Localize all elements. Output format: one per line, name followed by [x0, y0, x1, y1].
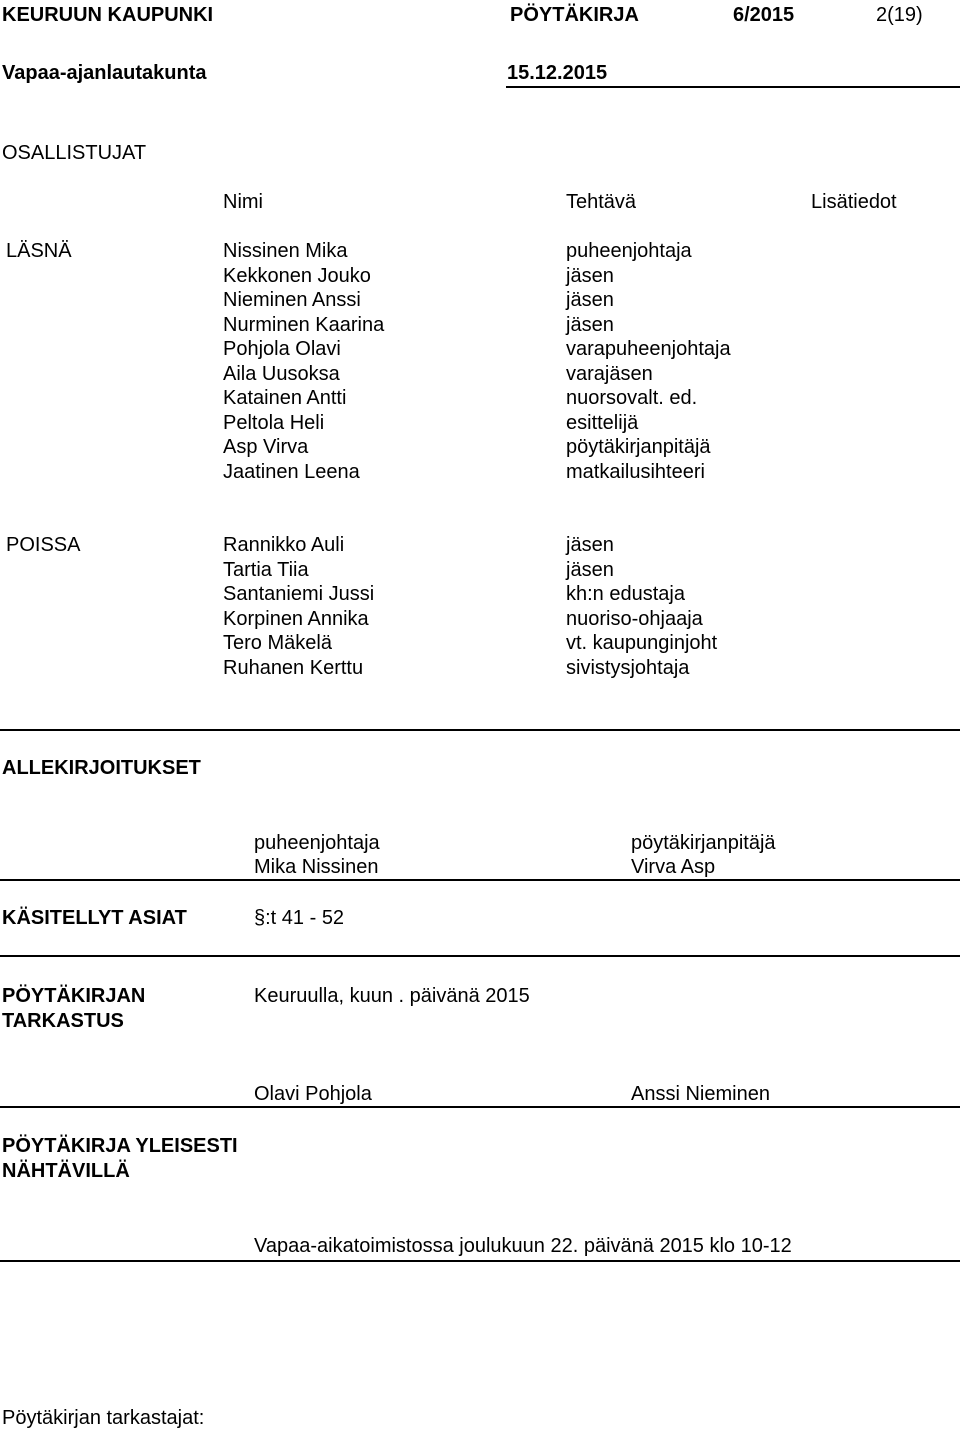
- participant-name: Peltola Heli: [223, 411, 325, 434]
- chair-name: Mika Nissinen: [254, 856, 379, 878]
- participant-name: Rannikko Auli: [223, 534, 345, 556]
- participant-name: Korpinen Annika: [223, 607, 369, 630]
- participant-name: Santaniemi Jussi: [223, 583, 375, 605]
- participant-name: Tartia Tiia: [223, 558, 309, 581]
- participant-role: jäsen: [566, 558, 614, 581]
- participant-name: Pohjola Olavi: [223, 338, 341, 360]
- header-rule: [506, 86, 960, 88]
- page-number: 2(19): [876, 4, 923, 26]
- participant-name: Asp Virva: [223, 436, 309, 458]
- participant-role: puheenjohtaja: [566, 240, 692, 262]
- participant-role: esittelijä: [566, 411, 639, 434]
- doc-type: PÖYTÄKIRJA: [510, 4, 639, 26]
- participant-name: Nurminen Kaarina: [223, 313, 385, 336]
- section-title-public-line2: NÄHTÄVILLÄ: [2, 1160, 130, 1182]
- column-header-notes: Lisätiedot: [811, 191, 897, 213]
- section-divider: [0, 879, 960, 881]
- participant-role: nuoriso-ohjaaja: [566, 607, 703, 630]
- participant-name: Jaatinen Leena: [223, 460, 360, 483]
- section-divider: [0, 955, 960, 957]
- participant-name: Katainen Antti: [223, 387, 347, 409]
- participant-role: nuorsovalt. ed.: [566, 387, 698, 409]
- participant-role: varajäsen: [566, 362, 653, 385]
- participant-role: jäsen: [566, 289, 614, 311]
- reviewers-label: Pöytäkirjan tarkastajat:: [2, 1407, 205, 1429]
- participant-role: sivistysjohtaja: [566, 656, 690, 679]
- participant-role: pöytäkirjanpitäjä: [566, 436, 711, 458]
- chair-role: puheenjohtaja: [254, 832, 380, 854]
- section-title-handled: KÄSITELLYT ASIAT: [2, 907, 187, 929]
- absent-roles-list: [566, 533, 717, 680]
- signature-line: [0, 1106, 960, 1108]
- section-divider: [0, 729, 960, 731]
- column-header-role: Tehtävä: [566, 191, 637, 213]
- participant-name: Nieminen Anssi: [223, 289, 361, 311]
- absent-label: POISSA: [6, 534, 81, 556]
- org-name: KEURUUN KAUPUNKI: [2, 4, 214, 26]
- participant-role: kh:n edustaja: [566, 583, 685, 605]
- public-display-text: Vapaa-aikatoimistossa joulukuun 22. päivänä 2015 klo 10-12: [254, 1235, 792, 1257]
- meeting-date: 15.12.2015: [507, 62, 608, 84]
- reviewer-1-name: Olavi Pohjola: [254, 1083, 372, 1105]
- section-title-signatures: ALLEKIRJOITUKSET: [2, 757, 201, 779]
- board-name: Vapaa-ajanlautakunta: [2, 62, 207, 84]
- section-title-review-line1: PÖYTÄKIRJAN: [2, 985, 146, 1007]
- participant-name: Aila Uusoksa: [223, 362, 340, 385]
- secretary-name: Virva Asp: [631, 856, 716, 878]
- participant-role: jäsen: [566, 313, 614, 336]
- secretary-role: pöytäkirjanpitäjä: [631, 832, 776, 854]
- present-roles-list: [566, 239, 731, 484]
- review-place-date: Keuruulla, kuun . päivänä 2015: [254, 985, 530, 1007]
- doc-number: 6/2015: [733, 4, 795, 26]
- participant-name: Ruhanen Kerttu: [223, 656, 364, 679]
- participant-name: Nissinen Mika: [223, 240, 348, 262]
- section-title-participants: OSALLISTUJAT: [2, 142, 147, 164]
- participant-name: Tero Mäkelä: [223, 632, 332, 654]
- present-names-list: [223, 239, 384, 484]
- column-header-name: Nimi: [223, 191, 263, 213]
- participant-role: jäsen: [566, 264, 614, 287]
- section-title-review-line2: TARKASTUS: [2, 1010, 124, 1032]
- section-divider: [0, 1260, 960, 1262]
- participant-name: Kekkonen Jouko: [223, 264, 371, 287]
- participant-role: varapuheenjohtaja: [566, 338, 731, 360]
- handled-items-value: §:t 41 - 52: [254, 907, 345, 929]
- participant-role: matkailusihteeri: [566, 460, 705, 483]
- section-title-public-line1: PÖYTÄKIRJA YLEISESTI: [2, 1135, 238, 1157]
- absent-names-list: [223, 533, 374, 680]
- participant-role: jäsen: [566, 534, 614, 556]
- present-label: LÄSNÄ: [6, 240, 72, 262]
- reviewer-2-name: Anssi Nieminen: [631, 1083, 770, 1105]
- participant-role: vt. kaupunginjoht: [566, 632, 718, 654]
